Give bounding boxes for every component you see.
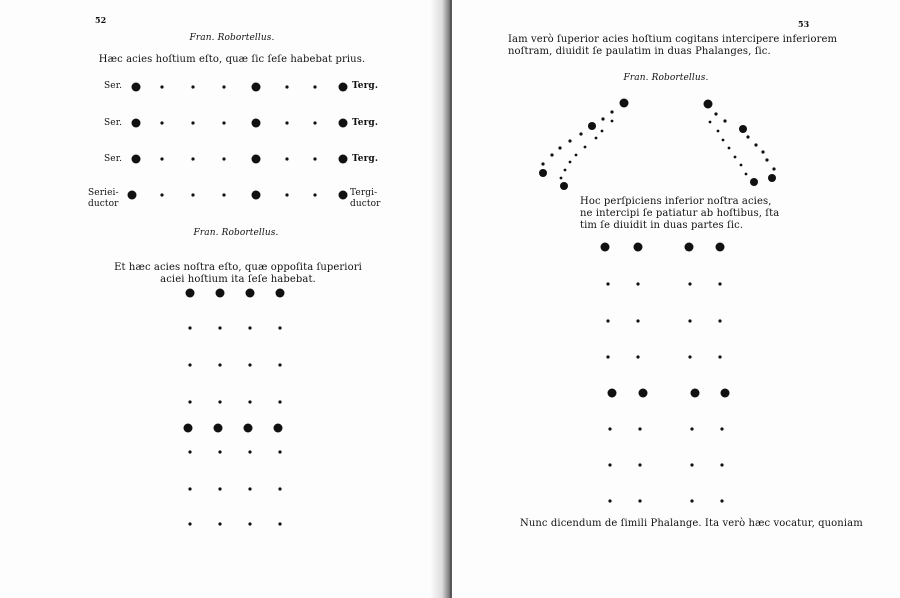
left-caption-line-1: Et hæc acies noſtra eſto, quæ oppoſita ſuperiori [114, 262, 362, 273]
enemy-row [132, 83, 348, 92]
enemy-row [132, 155, 348, 164]
row-label-left: Seriei- ductor [88, 188, 119, 209]
right-mid-line-1: Hoc perſpiciens inferior noſtra acies, [580, 196, 772, 207]
left-formation-diagram [0, 0, 448, 598]
right-heading: Fran. Robortellus. [623, 73, 709, 83]
left-intro-text: Hæc acies hoſtium eſto, quæ ſic ſeſe habebat prius. [98, 54, 366, 65]
right-top-line-2: noſtram, diuidit ſe paulatim in duas Phalanges, ſic. [508, 46, 771, 57]
row-label-right: Terg. [352, 81, 379, 91]
own-divided-formation [601, 243, 730, 503]
own-formation [184, 289, 285, 526]
enemy-row [128, 191, 348, 200]
row-label-left: Ser. [104, 118, 123, 128]
right-mid-line-3: tim ſe diuidit in duas partes ſic. [580, 220, 744, 231]
enemy-left-arm [539, 99, 629, 191]
left-heading-top: Fran. Robortellus. [189, 33, 275, 43]
left-caption-line-2: aciei hoſtium ita ſeſe habebat. [160, 274, 316, 285]
row-label-right: Terg. [352, 154, 379, 164]
enemy-right-arm [704, 100, 777, 187]
row-label-left: Ser. [104, 154, 123, 164]
row-label-right: Terg. [352, 118, 379, 128]
left-page [0, 0, 448, 598]
right-top-line-1: Iam verò ſuperior acies hoſtium cogitans intercipere inferiorem [508, 34, 838, 45]
row-label-right: Tergi- ductor [350, 188, 381, 209]
left-heading-mid: Fran. Robortellus. [193, 228, 279, 238]
enemy-row [132, 119, 348, 128]
right-formation-diagram [452, 0, 900, 598]
right-mid-line-2: ne intercipi ſe patiatur ab hoſtibus, ſta [580, 208, 780, 219]
left-page-number: 52 [95, 15, 107, 25]
row-label-left: Ser. [104, 81, 123, 91]
right-page-number: 53 [798, 19, 810, 29]
right-bottom-line: Nunc dicendum de ſimili Phalange. Ita verò hæc vocatur, quoniam [520, 518, 863, 529]
right-page [452, 0, 900, 598]
